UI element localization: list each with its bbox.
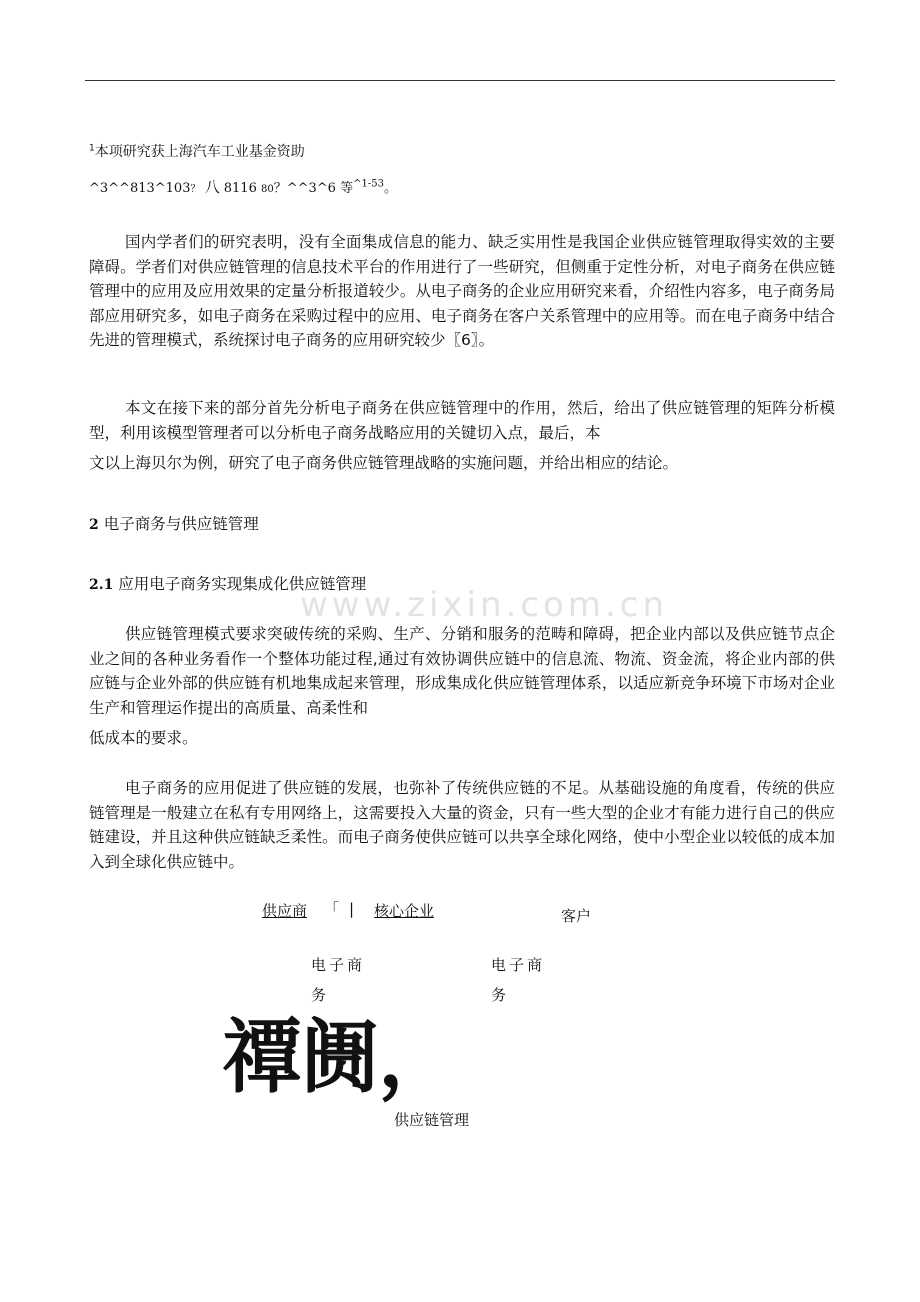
figure-customer-label: 客户 xyxy=(561,907,592,925)
paragraph-tail: 低成本的要求。 xyxy=(89,729,198,747)
figure-ec-label-1: 电子商 xyxy=(311,956,366,974)
footnote-text: 本项研究获上海汽车工业基金资助 xyxy=(94,144,305,160)
figure-caption: 供应链管理 xyxy=(394,1111,470,1129)
paragraph-tail: 文以上海贝尔为例，研究了电子商务供应链管理战略的实施问题，并给出相应的结论。 xyxy=(89,454,679,472)
section-heading-2-1 xyxy=(89,572,366,594)
figure-mark: 「 xyxy=(324,900,340,918)
figure-core-label: 核心企业 xyxy=(374,902,435,920)
figure-garbled-glyphs: 禫阓， xyxy=(222,1011,456,1104)
figure-supplier-label: 供应商 xyxy=(262,902,308,920)
reference-line xyxy=(89,176,397,197)
paragraph-text: 国内学者们的研究表明，没有全面集成信息的能力、缺乏实用性是我国企业供应链管理取得实效的主要障碍。学者们对供应链管理的信息技术平台的作用进行了一些研究，但侧重于定性分析，对电子商务在供应链管理中的应用及应用效果的定量分析报道较少。从电子商务的企业应用研究来看，介绍性内容多，电子商务局部应用研究多，如电子商务在采购过程中的应用、电子商务在客户关系管理中的应用等。而在电子商务中结合先进的管理模式，系统探讨电子商务的应用研究较少 xyxy=(89,233,835,349)
paragraph-text: 供应链管理模式要求突破传统的采购、生产、分销和服务的范畴和障碍，把企业内部以及供应链节点企业之间的各种业务看作一个整体功能过程,通过有效协调供应链中的信息流、物流、资金流，将企业内部的供应链与企业外部的供应链有机地集成起来管理，形成集成化供应链管理体系，以适应新竞争环境下市场对企业生产和管理运作提出的高质量、高柔性和 xyxy=(89,625,835,717)
figure-divider: | xyxy=(349,900,355,918)
ref-part: 80 xyxy=(261,184,274,195)
ref-part: ^1-53 xyxy=(353,178,384,190)
ref-part: 。 xyxy=(383,181,397,196)
footnote xyxy=(89,141,305,161)
paragraph-1 xyxy=(89,230,835,353)
paragraph-end: 。 xyxy=(478,331,495,349)
footnote-mark: 1 xyxy=(89,143,95,154)
section-heading-2 xyxy=(89,512,259,534)
ref-part: ？ xyxy=(190,184,201,195)
paragraph-text: 电子商务的应用促进了供应链的发展，也弥补了传统供应链的不足。从基础设施的角度看，传统的供应链管理是一般建立在私有专用网络上，这需要投入大量的资金，只有一些大型的企业才有能力进行自己的供应链建设，并且这种供应链缺乏柔性。而电子商务使供应链可以共享全球化网络，使中小型企业以较低的成本加入到全球化供应链中。 xyxy=(89,779,835,871)
paragraph-4 xyxy=(89,776,835,874)
citation: 〖6〗 xyxy=(445,331,479,349)
header-rule xyxy=(85,80,835,81)
heading-number: 2 xyxy=(89,517,99,533)
paragraph-text: 本文在接下来的部分首先分析电子商务在供应链管理中的作用，然后，给出了供应链管理的矩阵分析模型，利用该模型管理者可以分析电子商务战略应用的关键切入点，最后，本 xyxy=(89,399,835,442)
ref-part: 八 xyxy=(204,178,220,196)
heading-number: 2.1 xyxy=(89,577,114,593)
ref-part: ？^^3^6 等 xyxy=(273,181,354,196)
figure-ec-label-1-b: 务 xyxy=(311,986,327,1004)
watermark: www.zixin.com.cn xyxy=(300,585,668,625)
paragraph-3 xyxy=(89,622,835,751)
heading-text: 应用电子商务实现集成化供应链管理 xyxy=(118,575,367,593)
ref-part: 8116 xyxy=(223,181,257,196)
heading-text: 电子商务与供应链管理 xyxy=(103,515,259,533)
figure-ec-label-2-b: 务 xyxy=(491,986,507,1004)
paragraph-2 xyxy=(89,396,835,476)
ref-part: ^3^^813^103 xyxy=(89,181,191,196)
figure-ec-label-2: 电子商 xyxy=(491,956,546,974)
